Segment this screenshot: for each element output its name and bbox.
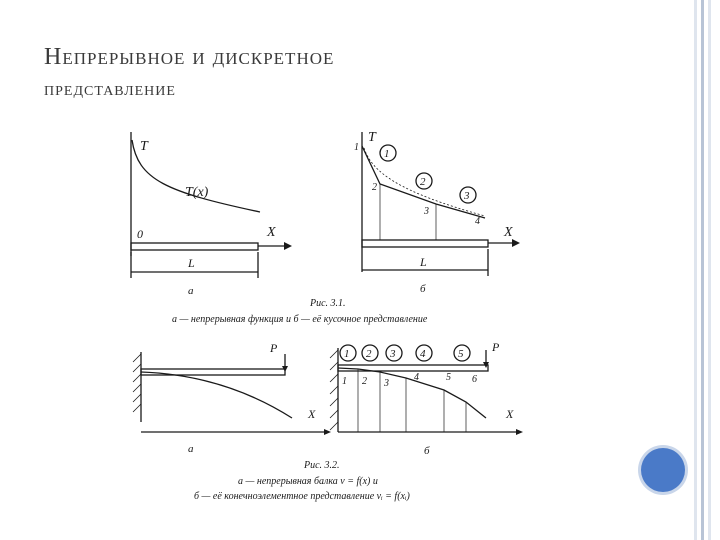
fig2-caption-title: Рис. 3.2. [304,460,340,471]
fig1-caption-text: а — непрерывная функция и б — её кусочное представление [172,314,428,325]
fig2b-element-label-4: 4 [420,348,426,360]
fig2a-diagram [133,352,328,432]
fig1b-rod [362,240,488,247]
fig2a-sub-label: а [188,443,194,455]
fig2a-wall-hatch [133,354,141,412]
figure-svg [128,122,530,514]
fig1b-node-label-3: 3 [424,206,429,217]
fig2b-beam [338,365,488,371]
fig-arrowheads [282,239,523,435]
fig2a-deflection [141,372,292,418]
fig2b-node-label-2: 2 [362,376,367,387]
fig1b-sub-label: б [420,283,426,295]
fig2a-p-label: P [270,341,278,355]
fig2b-sub-label: б [424,445,430,457]
fig2b-wall-hatch [330,350,338,430]
fig2b-node-label-6: 6 [472,374,477,385]
fig1b-x-label: X [504,225,513,240]
figure-scan [128,122,530,514]
fig1a-diagram [131,132,286,278]
title-line-1: Непрерывное и дискретное [44,44,335,70]
fig2b-node-label-3: 3 [384,378,389,389]
frame-line-outer [694,0,697,540]
fig2b-node-label-5: 5 [446,372,451,383]
fig1-caption-title: Рис. 3.1. [310,298,346,309]
fig2b-element-label-5: 5 [458,348,464,360]
fig2b-element-label-1: 1 [344,348,350,360]
fig1b-element-label-3: 3 [464,190,470,202]
fig2-caption-line2: б — её конечноэлементное представление vᵢ = f(xᵢ) [194,491,410,502]
fig2b-deflection [338,368,486,418]
fig1a-t-label: T [140,139,148,154]
fig1a-tx-label: T(x) [185,185,209,200]
fig1b-t-label: T [368,130,376,145]
fig1a-sub-label: а [188,285,194,297]
fig1b-element-label-2: 2 [420,176,426,188]
fig2b-node-label-4: 4 [414,372,419,383]
fig1b-node-label-2: 2 [372,182,377,193]
frame-line-middle [701,0,704,540]
fig2b-x-label: X [506,407,514,421]
fig1b-element-label-1: 1 [384,148,390,160]
fig2b-element-label-3: 3 [390,348,396,360]
fig2-caption-line1: а — непрерывная балка v = f(x) и [238,476,378,487]
fig2a-x-label: X [308,407,316,421]
fig1a-curve [132,140,260,212]
slide-title [44,40,334,104]
fig2b-node-label-1: 1 [342,376,347,387]
title-line-2: представление [44,78,176,100]
fig1a-l-label: L [188,256,195,270]
fig1b-node-label-1: 1 [354,142,359,153]
fig1a-rod [131,243,258,250]
blue-circle-icon[interactable] [641,448,685,492]
fig1a-zero-label: 0 [137,227,143,241]
fig2b-p-label: P [492,340,500,354]
fig1b-node-label-4: 4 [475,216,480,227]
fig1b-l-label: L [420,255,427,269]
fig1a-x-label: X [267,225,276,240]
fig2b-element-label-2: 2 [366,348,372,360]
frame-line-inner [708,0,711,540]
